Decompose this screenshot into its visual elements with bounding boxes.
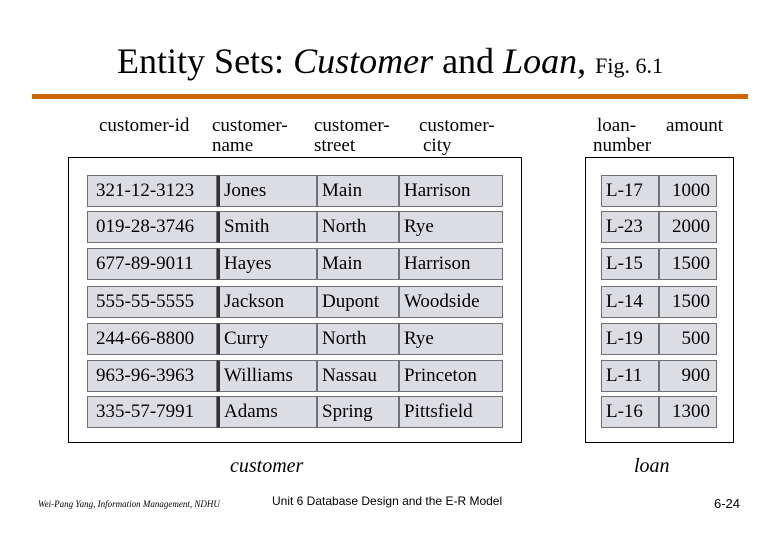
- loan-row: [601, 360, 717, 392]
- customer-cell: 677-89-9011: [87, 248, 217, 280]
- customer-cell: Adams: [217, 396, 317, 428]
- customer-row: [87, 211, 503, 243]
- customer-row: [87, 248, 503, 280]
- customer-cell: Hayes: [217, 248, 317, 280]
- customer-cell: Princeton: [399, 360, 503, 392]
- customer-row: [87, 360, 503, 392]
- customer-cell: Main: [317, 248, 399, 280]
- title-prefix: Entity Sets:: [117, 41, 294, 81]
- loan-cell: L-19: [601, 323, 659, 355]
- loan-row: [601, 396, 717, 428]
- customer-cell: Spring: [317, 396, 399, 428]
- footer-unit: Unit 6 Database Design and the E-R Model: [272, 494, 503, 508]
- title-customer: Customer: [293, 41, 434, 81]
- loan-caption: loan: [634, 455, 670, 477]
- customer-cell: Smith: [217, 211, 317, 243]
- slide-title: [0, 40, 780, 82]
- loan-cell: L-16: [601, 396, 659, 428]
- customer-cell: Main: [317, 175, 399, 207]
- loan-cell: L-23: [601, 211, 659, 243]
- header-customer-id: customer-id: [99, 115, 190, 136]
- loan-row: [601, 323, 717, 355]
- customer-row: [87, 323, 503, 355]
- customer-cell: 963-96-3963: [87, 360, 217, 392]
- customer-cell: Rye: [399, 323, 503, 355]
- loan-cell: 1000: [659, 175, 717, 207]
- customer-cell: 321-12-3123: [87, 175, 217, 207]
- customer-cell: Nassau: [317, 360, 399, 392]
- loan-cell: 2000: [659, 211, 717, 243]
- customer-cell: Woodside: [399, 286, 503, 318]
- header-customer-name: customer- name: [212, 115, 288, 156]
- loan-cell: L-11: [601, 360, 659, 392]
- page-number: 6-24: [714, 496, 741, 511]
- loan-cell: 1500: [659, 286, 717, 318]
- customer-cell: North: [317, 323, 399, 355]
- customer-cell: Harrison: [399, 175, 503, 207]
- loan-cell: 1500: [659, 248, 717, 280]
- loan-cell: L-14: [601, 286, 659, 318]
- customer-row: [87, 175, 503, 207]
- loan-row: [601, 248, 717, 280]
- customer-cell: North: [317, 211, 399, 243]
- loan-cell: L-17: [601, 175, 659, 207]
- customer-cell: Rye: [399, 211, 503, 243]
- header-loan-number: loan- number: [593, 115, 652, 156]
- customer-cell: Williams: [217, 360, 317, 392]
- customer-row: [87, 396, 503, 428]
- title-divider: [32, 94, 748, 99]
- header-customer-city: customer- city: [419, 115, 495, 156]
- footer-author: Wei-Pang Yang, Information Management, NDHU: [38, 499, 220, 509]
- loan-cell: 1300: [659, 396, 717, 428]
- header-customer-street: customer- street: [314, 115, 390, 156]
- loan-cell: 500: [659, 323, 717, 355]
- customer-cell: Jones: [217, 175, 317, 207]
- title-loan: Loan: [503, 41, 578, 81]
- title-comma: ,: [577, 41, 587, 81]
- title-and: and: [433, 41, 504, 81]
- loan-table: [585, 157, 734, 443]
- loan-row: [601, 286, 717, 318]
- customer-table: [68, 157, 522, 443]
- customer-cell: Pittsfield: [399, 396, 503, 428]
- loan-row: [601, 175, 717, 207]
- customer-cell: 019-28-3746: [87, 211, 217, 243]
- customer-cell: 335-57-7991: [87, 396, 217, 428]
- customer-row: [87, 286, 503, 318]
- customer-caption: customer: [230, 455, 304, 477]
- loan-row: [601, 211, 717, 243]
- loan-cell: L-15: [601, 248, 659, 280]
- customer-cell: 555-55-5555: [87, 286, 217, 318]
- customer-cell: Jackson: [217, 286, 317, 318]
- customer-cell: Dupont: [317, 286, 399, 318]
- header-amount: amount: [666, 115, 723, 136]
- customer-cell: Harrison: [399, 248, 503, 280]
- loan-cell: 900: [659, 360, 717, 392]
- figure-label: Fig. 6.1: [595, 53, 663, 78]
- customer-cell: Curry: [217, 323, 317, 355]
- customer-cell: 244-66-8800: [87, 323, 217, 355]
